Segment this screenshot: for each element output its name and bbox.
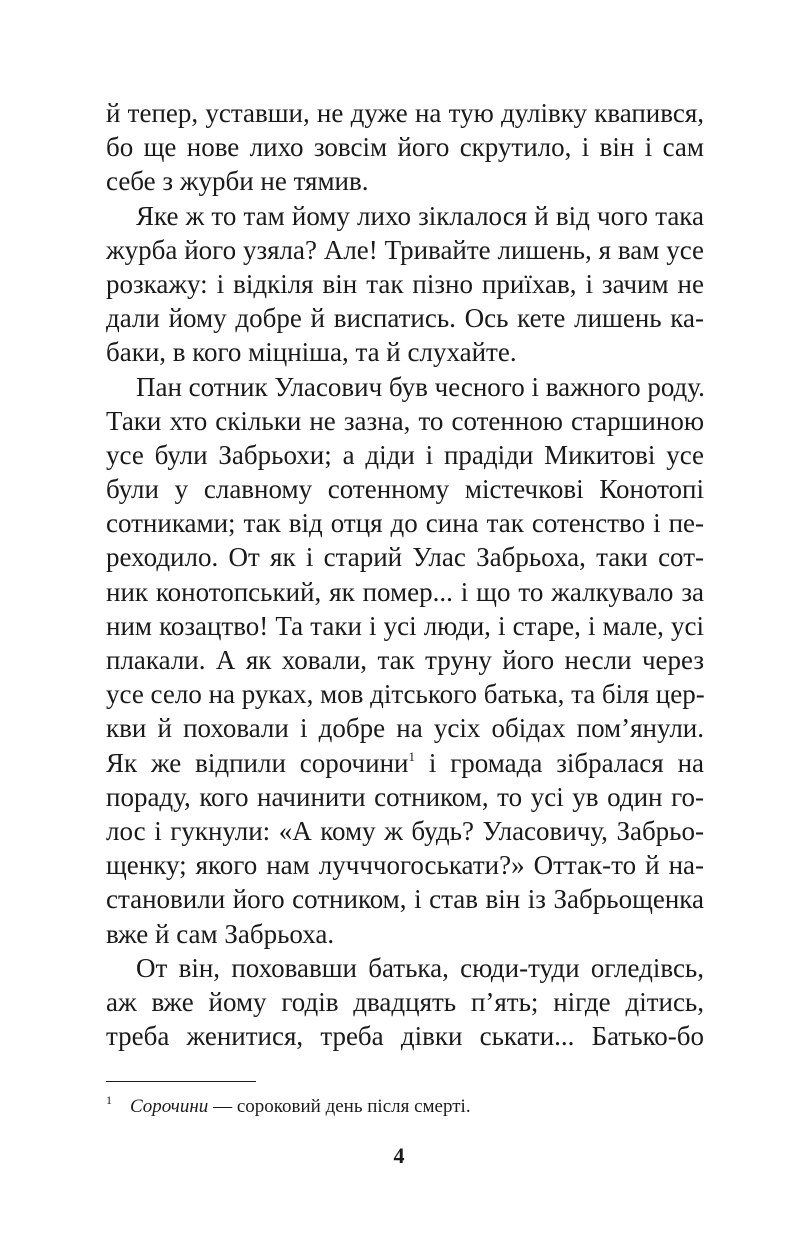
text-line: баки, в кого міцніша, та й слухайте. [106,337,517,368]
text-line: ник конотопський, як помер... і що то жалкувало за [106,576,704,607]
text-line: усе були Забрьохи; а діди і прадіди Микитові усе [106,439,704,470]
text-line: От він, поховавши батька, сюди-туди огледівсь, [136,952,704,983]
text-line: Пан сотник Уласович був чесного і важного роду. [136,371,705,402]
text-line: бо ще нове лихо зовсім його скрутило, і він і сам [106,132,704,163]
text-line: плакали. А як ховали, так труну його несли через [106,645,704,675]
footnote-term: Сорочини [130,1096,209,1117]
text-line: себе з журби не тямив. [106,166,369,197]
text-line: кви й поховали і добре на усіх обідах пом’янули. [106,713,704,744]
text-line [106,746,704,780]
text-line: журба його узяла? Але! Тривайте лишень, я вам усе [106,234,704,265]
body-text [106,96,704,1053]
text-line: усе село на руках, мов дітського батька, та біля цер- [106,679,705,710]
text-line: Таки хто скільки не зазна, то сотенною старшиною [106,405,704,436]
text-fragment: Як же відпили сорочини [106,747,409,778]
text-line: аж вже йому годів двадцять п’ять; нігде дітись, [106,986,704,1017]
text-line: й тепер, уставши, не дуже на тую дулівку квапився, [106,98,704,128]
text-line: розкажу: і відкіля він так пізно приїхав, і зачим не [106,268,704,299]
text-line: дали йому добре й виспатись. Ось кете лишень ка- [106,303,704,334]
text-line: були у славному сотенному містечкові Конотопі [106,474,704,505]
text-line: становили його сотником, і став він із Забрьощенка [106,884,704,915]
text-line: Яке ж то там йому лихо зіклалося й від чого така [136,200,704,231]
text-line: щенку; якого нам лучччогоськати?» Оттак-то й на- [106,850,704,881]
text-line: сотниками; так від отця до сина так сотенство і пе- [106,508,704,539]
text-line: лос і гукнули: «А кому ж будь? Уласовичу, Забрьо- [106,815,704,846]
text-line: ним козацтво! Та таки і усі люди, і старе, і мале, усі [106,610,704,641]
footnote-number: 1 [106,1093,112,1107]
text-line: вже й сам Забрьоха. [106,918,335,949]
text-line: треба женитися, треба дівки ськати... Батько-бо [106,1021,704,1052]
footnote-divider [106,1081,256,1082]
page-number: 4 [393,1143,405,1168]
text-line: реходило. От як і старий Улас Забрьоха, таки сот- [106,542,704,573]
footnote-reference: 1 [408,748,415,764]
text-line: пораду, кого начинити сотником, то усі ув один го- [106,781,704,812]
footnote-definition: — сороковий день після смерті. [208,1096,471,1117]
footnote [106,1088,471,1119]
text-fragment: і громада зібралася на [415,747,704,778]
